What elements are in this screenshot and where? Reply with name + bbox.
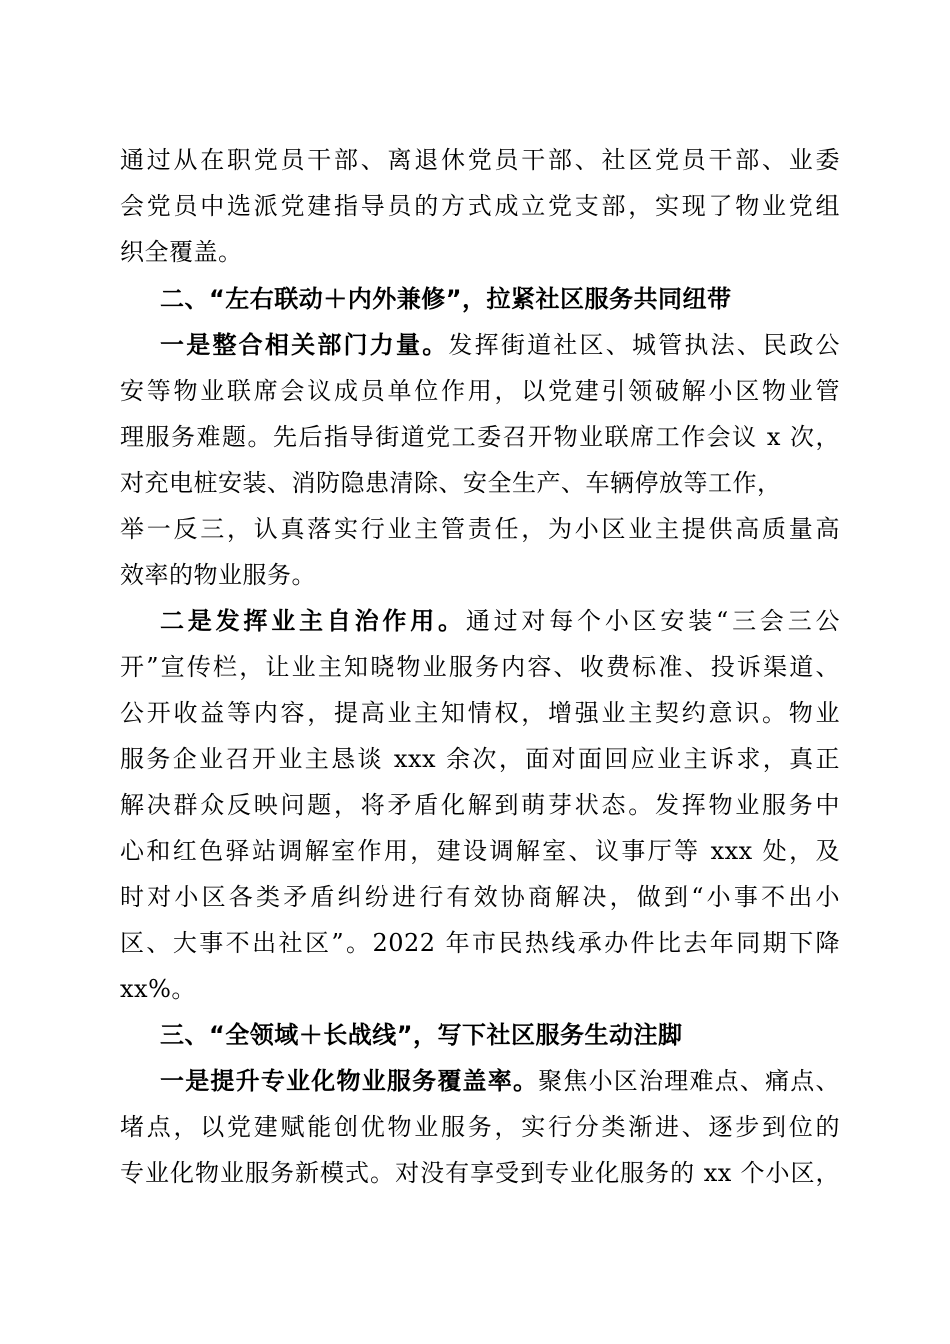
- paragraph-text: 聚焦小区治理难点、痛点、: [538, 1067, 840, 1095]
- paragraph-line: 织全覆盖。: [120, 238, 243, 266]
- paragraph-line: xx%。: [120, 975, 196, 1003]
- paragraph-line: 效率的物业服务。: [120, 561, 316, 589]
- paragraph-lead: 一是提升专业化物业服务覆盖率。: [160, 1066, 539, 1095]
- paragraph-first-line: [160, 1058, 840, 1104]
- paragraph-line: 通过从在职党员干部、离退休党员干部、社区党员干部、业委: [120, 146, 840, 174]
- paragraph-line: 堵点，以党建赋能创优物业服务，实行分类渐进、逐步到位的: [120, 1113, 840, 1141]
- paragraph-line: 时对小区各类矛盾纠纷进行有效协商解决，做到“小事不出小: [120, 883, 840, 911]
- paragraph-lead: 一是整合相关部门力量。: [160, 330, 449, 359]
- paragraph-line: 会党员中选派党建指导员的方式成立党支部，实现了物业党组: [120, 192, 840, 220]
- paragraph-line: 安等物业联席会议成员单位作用，以党建引领破解小区物业管: [120, 377, 840, 405]
- paragraph-line: 举一反三，认真落实行业主管责任，为小区业主提供高质量高: [120, 515, 840, 543]
- paragraph-line: 区、大事不出社区”。2022 年市民热线承办件比去年同期下降: [120, 929, 840, 957]
- paragraph-text: 通过对每个小区安装“三会三公: [465, 607, 840, 635]
- section-heading-2: 二、“左右联动＋内外兼修”，拉紧社区服务共同纽带: [160, 285, 732, 313]
- paragraph-line: 解决群众反映问题，将矛盾化解到萌芽状态。发挥物业服务中: [120, 791, 840, 819]
- paragraph-first-line: [160, 598, 840, 644]
- paragraph-text: 发挥街道社区、城管执法、民政公: [448, 331, 841, 359]
- paragraph-first-line: [160, 322, 840, 368]
- paragraph-line: 开”宣传栏，让业主知晓物业服务内容、收费标准、投诉渠道、: [120, 653, 840, 681]
- paragraph-lead: 二是发挥业主自治作用。: [160, 606, 466, 635]
- paragraph-line: 理服务难题。先后指导街道党工委召开物业联席工作会议 x 次，: [120, 423, 840, 451]
- paragraph-line: 服务企业召开业主恳谈 xxx 余次，面对面回应业主诉求，真正: [120, 745, 840, 773]
- paragraph-line: 专业化物业服务新模式。对没有享受到专业化服务的 xx 个小区，: [120, 1159, 840, 1187]
- paragraph-line: 公开收益等内容，提高业主知情权，增强业主契约意识。物业: [120, 699, 840, 727]
- paragraph-line: 对充电桩安装、消防隐患清除、安全生产、车辆停放等工作，: [120, 469, 782, 497]
- section-heading-3: 三、“全领域＋长战线”，写下社区服务生动注脚: [160, 1021, 683, 1049]
- paragraph-line: 心和红色驿站调解室作用，建设调解室、议事厅等 xxx 处，及: [120, 837, 840, 865]
